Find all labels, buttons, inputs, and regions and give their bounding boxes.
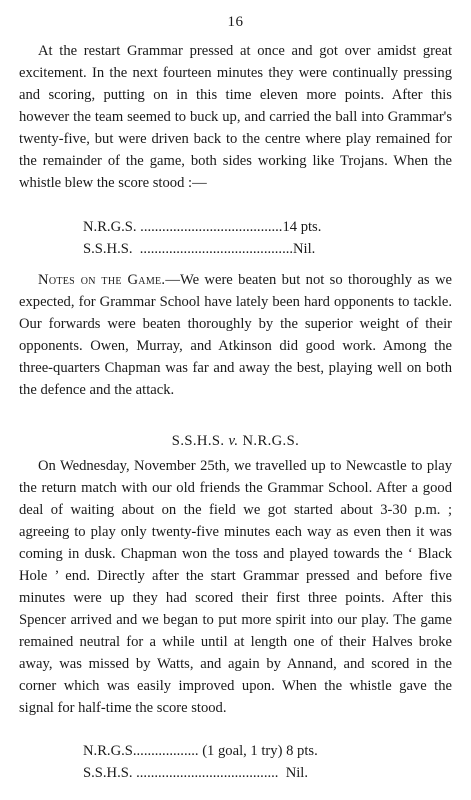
notes-body: —We were beaten but not so thoroughly as we expected, for Grammar School have lately been hard opponents to tackle. Our forwards were beaten thoroughly by the superior weight of their opponents. Owen, Murray, and Atkinson did good work. Among the three-quarters Chapman was far and away the best, playing well on both the defence and the attack.	[19, 272, 452, 398]
score-line-sshs-second: S.S.H.S. ....................................... Nil.	[83, 765, 309, 781]
score-line-nrgs-first: N.R.G.S. .......................................14 pts.	[83, 219, 322, 235]
match-heading	[0, 430, 471, 452]
match-heading-away: N.R.G.S.	[242, 433, 300, 449]
match-heading-home: S.S.H.S.	[171, 433, 225, 449]
score-line-sshs-first: S.S.H.S. ..........................................Nil.	[83, 241, 316, 257]
notes-lead-heading: Notes on the Game.	[38, 272, 166, 288]
match-heading-versus: v.	[228, 433, 239, 449]
score-line-nrgs-second: N.R.G.S.................. (1 goal, 1 try) 8 pts.	[83, 743, 318, 759]
page-number: 16	[227, 14, 244, 30]
paragraph-return-match: On Wednesday, November 25th, we travelled up to Newcastle to play the return match with our old friends the Grammar School. After a good deal of waiting about on the field we got started about 3-30 p.m. ; agreeing to play only twenty-five minutes each way as even then it was coming in dusk. Chapman won the toss and played towards the ‘ Black Hole ’ end. Directly after the start Grammar pressed and before five minutes were up they had scored their first three points. After this Spencer arrived and we began to put more spirit into our play. The game remained neutral for a while until at length one of their Halves broke away, was missed by Watts, and again by Annand, and scored in the corner which was easily improved upon. When the whistle gave the signal for half-time the score stood.	[19, 458, 452, 716]
paragraph-notes-on-the-game	[19, 269, 452, 401]
paragraph-restart: At the restart Grammar pressed at once and got over amidst great excitement. In the next fourteen minutes they were continually pressing and scoring, putting on in this time eleven more points. After this however the team seemed to buck up, and carried the ball into Grammar's twenty-five, but were driven back to the centre where play remained for the remainder of the game, both sides working like Trojans. When the whistle blew the score stood :—	[19, 43, 452, 191]
